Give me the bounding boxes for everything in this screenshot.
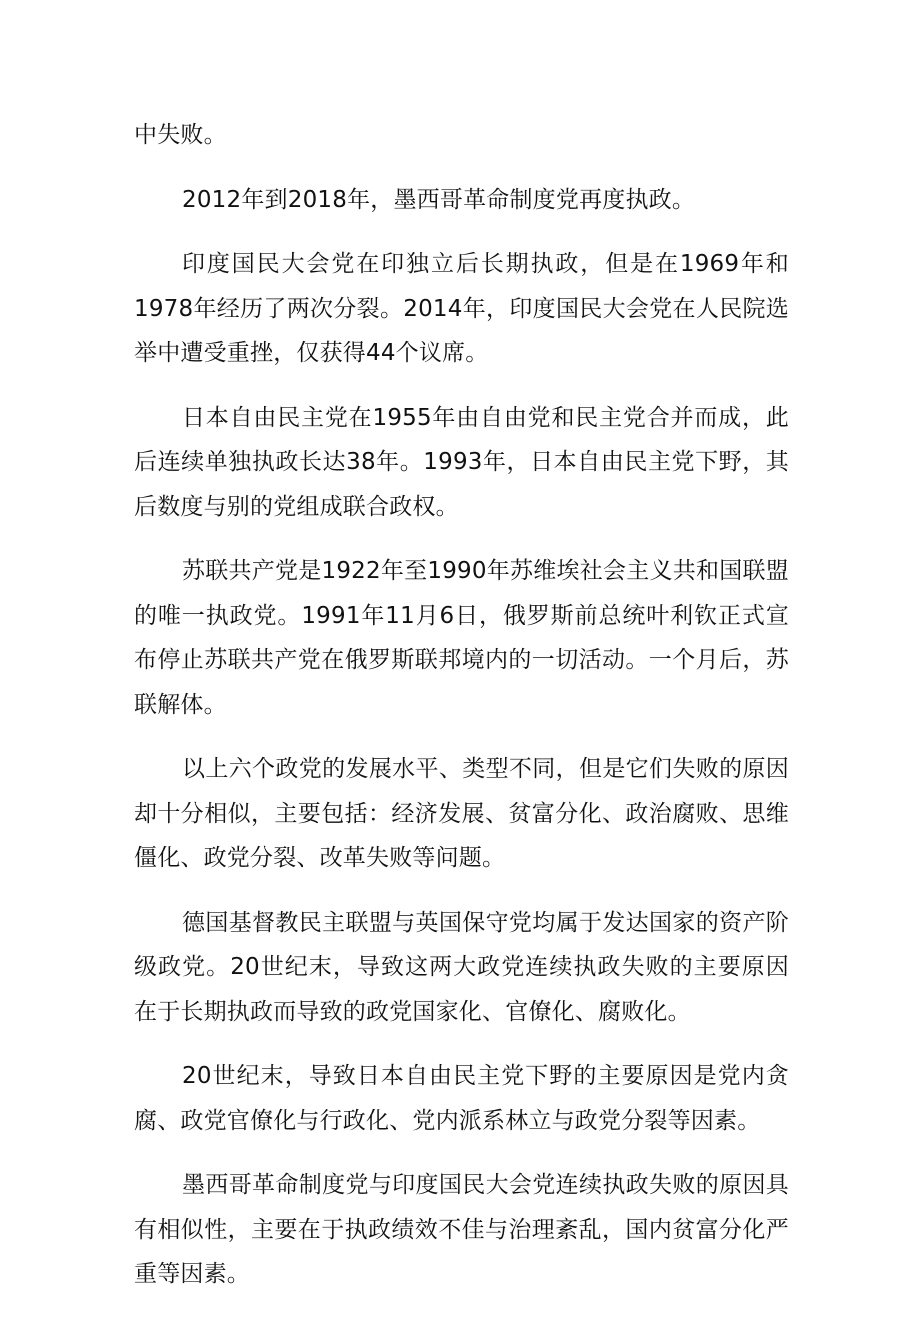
paragraph-soviet-cpsu: 苏联共产党是1922年至1990年苏维埃社会主义共和国联盟的唯一执政党。1991年11月6日，俄罗斯前总统叶利钦正式宣布停止苏联共产党在俄罗斯联邦境内的一切活动。一个月后，苏联解体。 <box>134 558 789 718</box>
paragraph-japan-ldp: 日本自由民主党在1955年由自由党和民主党合并而成，此后连续单独执政长达38年。1993年，日本自由民主党下野，其后数度与别的党组成联合政权。 <box>134 404 789 520</box>
document-body <box>134 113 789 1317</box>
paragraph-mexico-india-reasons: 墨西哥革命制度党与印度国民大会党连续执政失败的原因具有相似性，主要在于执政绩效不佳与治理紊乱，国内贫富分化严重等因素。 <box>134 1172 789 1287</box>
paragraph-japan-reasons: 20世纪末，导致日本自由民主党下野的主要原因是党内贪腐、政党官僚化与行政化、党内派系林立与政党分裂等因素。 <box>134 1063 789 1134</box>
paragraph-summary: 以上六个政党的发展水平、类型不同，但是它们失败的原因却十分相似，主要包括：经济发展、贫富分化、政治腐败、思维僵化、政党分裂、改革失败等问题。 <box>134 756 789 871</box>
paragraph-mexico-2012: 2012年到2018年，墨西哥革命制度党再度执政。 <box>182 186 696 213</box>
paragraph-germany-uk: 德国基督教民主联盟与英国保守党均属于发达国家的资产阶级政党。20世纪末，导致这两大政党连续执政失败的主要原因在于长期执政而导致的政党国家化、官僚化、腐败化。 <box>134 909 789 1025</box>
paragraph-india-congress: 印度国民大会党在印独立后长期执政，但是在1969年和1978年经历了两次分裂。2014年，印度国民大会党在人民院选举中遭受重挫，仅获得44个议席。 <box>134 251 789 366</box>
paragraph-continuation: 中失败。 <box>134 122 227 148</box>
